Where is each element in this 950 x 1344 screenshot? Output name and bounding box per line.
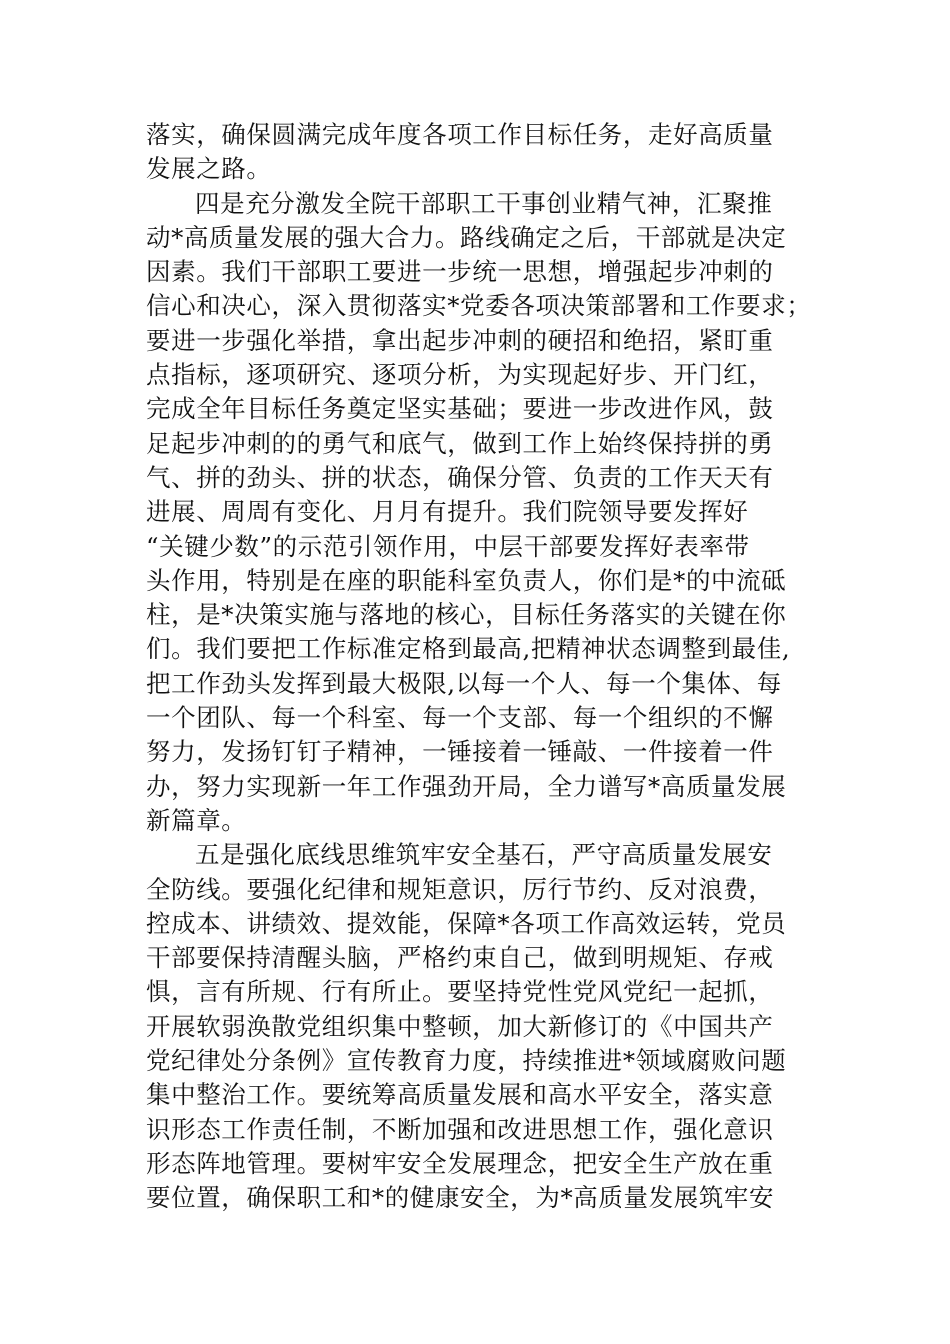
text-line: 干部要保持清醒头脑，严格约束自己，做到明规矩、存戒 xyxy=(146,943,774,973)
text-line: 党纪律处分条例》宣传教育力度，持续推进*领域腐败问题 xyxy=(146,1046,787,1076)
text-line: 识形态工作责任制，不断加强和改进思想工作，强化意识 xyxy=(146,1114,774,1144)
text-line: 足起步冲刺的的勇气和底气，做到工作上始终保持拼的勇 xyxy=(146,428,774,458)
text-line: 们。我们要把工作标准定格到最高,把精神状态调整到最佳, xyxy=(146,634,791,664)
text-line: 形态阵地管理。要树牢安全发展理念，把安全生产放在重 xyxy=(146,1148,774,1178)
text-line: 要位置，确保职工和*的健康安全，为*高质量发展筑牢安 xyxy=(146,1183,775,1213)
text-line: 头作用，特别是在座的职能科室负责人，你们是*的中流砥 xyxy=(146,565,787,595)
text-line: 落实，确保圆满完成年度各项工作目标任务，走好高质量 xyxy=(146,120,774,149)
text-line: 因素。我们干部职工要进一步统一思想，增强起步冲刺的 xyxy=(146,257,774,287)
text-line: 要进一步强化举措，拿出起步冲刺的硬招和绝招，紧盯重 xyxy=(146,325,774,355)
text-line: 把工作劲头发挥到最大极限,以每一个人、每一个集体、每 xyxy=(146,668,782,698)
text-line: 努力，发扬钉钉子精神，一锤接着一锤敲、一件接着一件 xyxy=(146,737,774,767)
text-line: 新篇章。 xyxy=(146,805,247,835)
text-line: 进展、周周有变化、月月有提升。我们院领导要发挥好 xyxy=(146,497,749,527)
text-line: 信心和决心，深入贯彻落实*党委各项决策部署和工作要求； xyxy=(146,291,812,321)
paragraph-first-line: 四是充分激发全院干部职工干事创业精气神，汇聚推 xyxy=(195,188,773,218)
document-body xyxy=(146,118,826,1216)
text-line: 点指标，逐项研究、逐项分析，为实现起好步、开门红， xyxy=(146,360,774,390)
text-line: 控成本、讲绩效、提效能，保障*各项工作高效运转，党员 xyxy=(146,908,787,938)
text-line: “关键少数”的示范引领作用，中层干部要发挥好表率带 xyxy=(146,531,750,561)
text-line: 发展之路。 xyxy=(146,154,272,184)
text-line: 气、拼的劲头、拼的状态，确保分管、负责的工作天天有 xyxy=(146,462,774,492)
text-line: 完成全年目标任务奠定坚实基础；要进一步改进作风，鼓 xyxy=(146,394,774,424)
text-line: 一个团队、每一个科室、每一个支部、每一个组织的不懈 xyxy=(146,703,774,733)
text-line: 集中整治工作。要统筹高质量发展和高水平安全，落实意 xyxy=(146,1080,774,1110)
text-line: 办，努力实现新一年工作强劲开局，全力谱写*高质量发展 xyxy=(146,771,787,801)
text-line: 全防线。要强化纪律和规矩意识，厉行节约、反对浪费， xyxy=(146,874,774,904)
text-line: 动*高质量发展的强大合力。路线确定之后，干部就是决定 xyxy=(146,222,787,252)
text-line: 柱，是*决策实施与落地的核心，目标任务落实的关键在你 xyxy=(146,600,787,630)
paragraph-first-line: 五是强化底线思维筑牢安全基石，严守高质量发展安 xyxy=(195,840,773,870)
text-line: 开展软弱涣散党组织集中整顿，加大新修订的《中国共产 xyxy=(146,1011,774,1041)
text-line: 惧，言有所规、行有所止。要坚持党性党风党纪一起抓， xyxy=(146,977,774,1007)
